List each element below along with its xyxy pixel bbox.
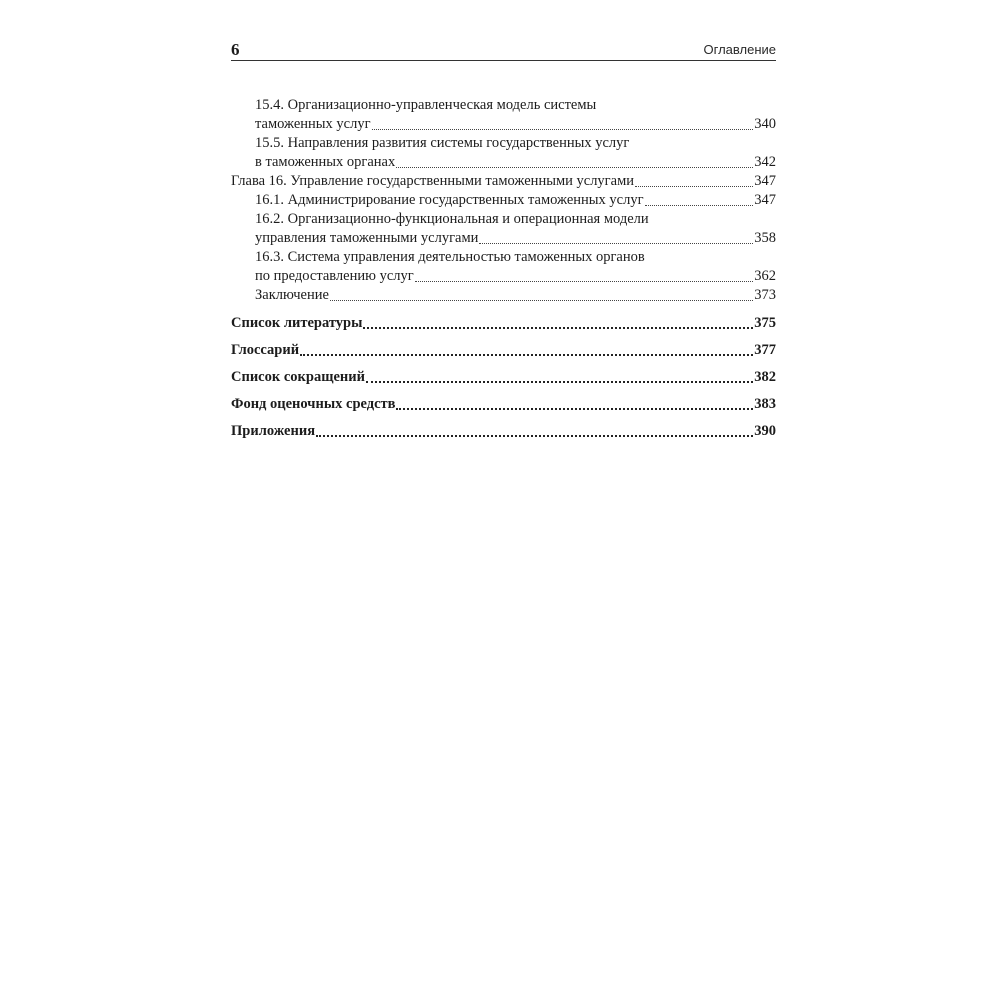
toc-page-number: 382: [754, 369, 776, 385]
toc-page-number: 342: [754, 154, 776, 170]
dot-leader: [372, 129, 754, 130]
table-of-contents: [231, 96, 776, 441]
toc-entry-16-3[interactable]: [231, 248, 776, 286]
toc-entry-16-1[interactable]: [231, 191, 776, 210]
toc-entry-title-line: Приложения: [231, 423, 316, 439]
toc-page-number: 390: [754, 423, 776, 439]
page-header: [231, 38, 776, 61]
dot-leader: [366, 381, 753, 383]
toc-page-number: 383: [754, 396, 776, 412]
toc-entry-title-line: Фонд оценочных средств: [231, 396, 396, 412]
toc-entry-title-line: 16.1. Администрирование государственных таможенных услуг: [255, 192, 644, 208]
toc-entry-appendices[interactable]: [231, 422, 776, 441]
toc-page-number: 362: [754, 268, 776, 284]
toc-entry-abbreviations[interactable]: [231, 368, 776, 387]
toc-entry-title-line: 16.2. Организационно-функциональная и операционная модели: [255, 211, 649, 227]
toc-entry-title-line: Глоссарий: [231, 342, 300, 358]
toc-entry-title-line: управления таможенными услугами: [255, 230, 479, 246]
toc-entry-title-line: 16.3. Система управления деятельностью таможенных органов: [255, 249, 645, 265]
toc-entry-glossary[interactable]: [231, 341, 776, 360]
dot-leader: [363, 327, 753, 329]
running-head: Оглавление: [703, 42, 776, 57]
toc-entry-title-line: таможенных услуг: [255, 116, 371, 132]
dot-leader: [316, 435, 753, 437]
toc-page-number: 347: [754, 192, 776, 208]
dot-leader: [645, 205, 754, 206]
toc-entry-title-line: 15.4. Организационно-управленческая модель системы: [255, 97, 597, 113]
toc-entry-16-2[interactable]: [231, 210, 776, 248]
page-number: 6: [231, 40, 240, 59]
toc-entry-title-line: по предоставлению услуг: [255, 268, 414, 284]
toc-entry-conclusion[interactable]: [231, 286, 776, 305]
toc-page-number: 347: [754, 173, 776, 189]
toc-page-number: 340: [754, 116, 776, 132]
toc-entry-title-line: Список сокращений: [231, 369, 365, 385]
toc-page-number: 377: [754, 342, 776, 358]
toc-entry-15-4[interactable]: [231, 96, 776, 134]
toc-page-number: 358: [754, 230, 776, 246]
toc-page-number: 375: [754, 315, 776, 331]
toc-entry-15-5[interactable]: [231, 134, 776, 172]
dot-leader: [330, 300, 753, 301]
toc-entry-title-line: в таможенных органах: [255, 154, 396, 170]
dot-leader: [396, 167, 753, 168]
dot-leader: [396, 408, 753, 410]
toc-entry-title-line: Глава 16. Управление государственными таможенными услугами: [231, 173, 634, 189]
toc-entry-title-line: Список литературы: [231, 315, 363, 331]
dot-leader: [300, 354, 753, 356]
dot-leader: [635, 186, 753, 187]
dot-leader: [479, 243, 753, 244]
dot-leader: [415, 281, 754, 282]
toc-entry-chapter-16[interactable]: [231, 172, 776, 191]
toc-entry-title-line: 15.5. Направления развития системы государственных услуг: [255, 135, 630, 151]
toc-entry-assessment-fund[interactable]: [231, 395, 776, 414]
toc-entry-title-line: Заключение: [255, 287, 329, 303]
toc-entry-bibliography[interactable]: [231, 314, 776, 333]
toc-page-number: 373: [754, 287, 776, 303]
